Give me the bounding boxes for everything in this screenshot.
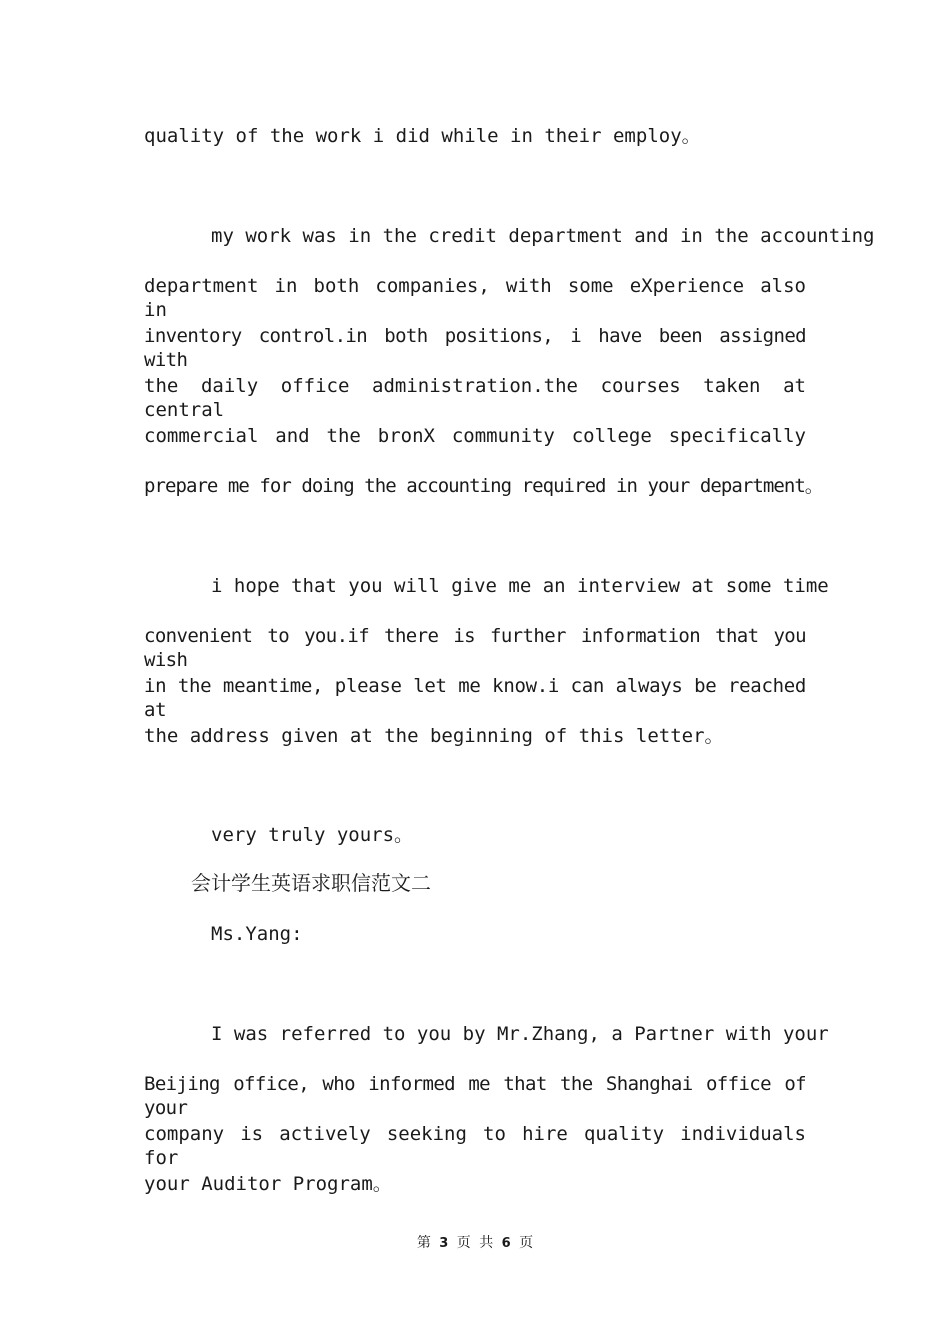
text-line: the address given at the beginning of this letter。	[144, 725, 724, 747]
footer-page-number: 3	[439, 1236, 449, 1251]
text-line: in the meantime, please let me know.i can always be reached at	[144, 675, 806, 721]
text-line: Beijing office, who informed me that the Shanghai office of your	[144, 1073, 806, 1119]
paragraph-first-line: I was referred to you by Mr.Zhang, a Partner with your	[211, 1023, 829, 1045]
text-line: inventory control.in both positions, i have been assigned with	[144, 325, 806, 371]
text-line: convenient to you.if there is further information that you wish	[144, 625, 806, 671]
text-line: commercial and the bronX community college specifically	[144, 425, 806, 447]
footer-total-word: 共	[479, 1235, 494, 1251]
salutation: Ms.Yang:	[211, 923, 303, 945]
text-line: your Auditor Program。	[144, 1173, 392, 1195]
text-line: quality of the work i did while in their employ。	[144, 125, 701, 147]
text-line: company is actively seeking to hire quality individuals for	[144, 1123, 806, 1169]
page-footer	[0, 1232, 950, 1252]
paragraph-first-line: my work was in the credit department and in the accounting	[211, 225, 875, 247]
footer-page-word: 页	[456, 1235, 471, 1251]
section-heading: 会计学生英语求职信范文二	[191, 871, 431, 895]
text-line: the daily office administration.the courses taken at central	[144, 375, 806, 421]
footer-total-pages: 6	[501, 1236, 511, 1251]
footer-suffix: 页	[519, 1235, 534, 1251]
paragraph-first-line: i hope that you will give me an interview at some time	[211, 575, 829, 597]
text-line: department in both companies, with some eXperience also in	[144, 275, 806, 321]
text-line: prepare me for doing the accounting required in your department。	[144, 475, 823, 497]
footer-prefix: 第	[416, 1235, 431, 1251]
closing-line: very truly yours。	[211, 824, 414, 846]
